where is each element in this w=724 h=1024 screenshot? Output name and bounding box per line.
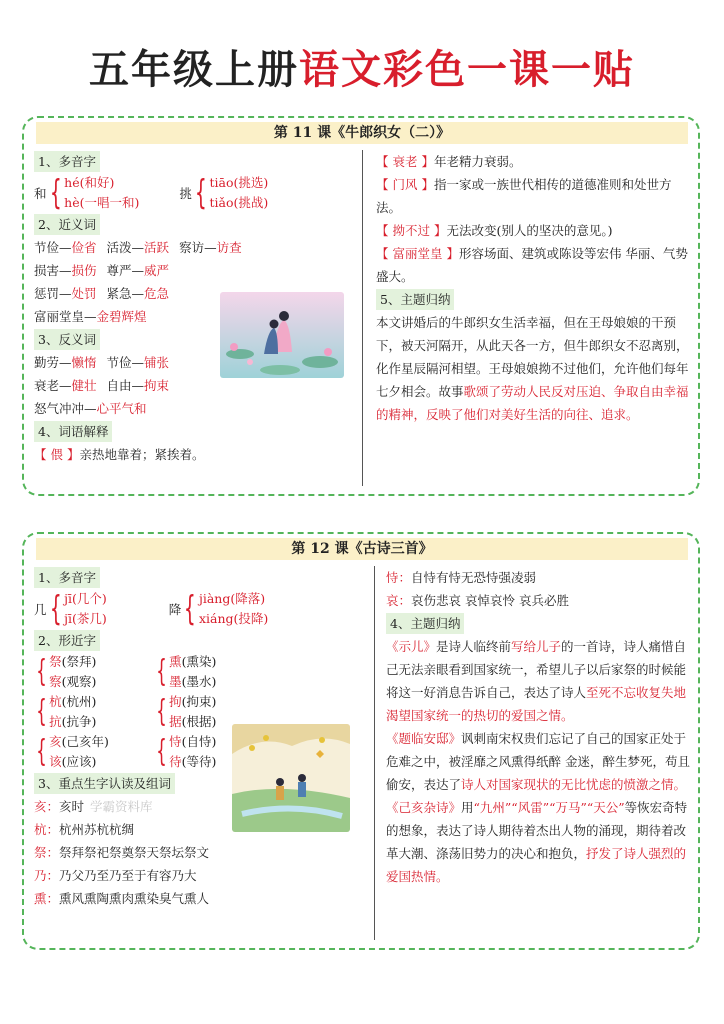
character-words: 熏：熏风熏陶熏肉熏染臭气熏人 <box>34 891 210 906</box>
antonym-row: 衰老—健壮 自由—拘束 <box>34 378 170 393</box>
character-words: 恃：自恃有恃无恐恃强凌弱 <box>386 570 537 585</box>
definition-entry: 【 拗不过 】无法改变(别人的坚决的意见。) <box>376 223 613 238</box>
lesson-11-header: 第 11 课《牛郎织女（二）》 <box>36 122 688 144</box>
poem-summary-jihaizashi: 《己亥杂诗》用“九州”“风雷”“万马”“天公”等恢宏奇特的想象，表达了诗人期待着杰出人物的涌现，期待着改革大潮、涤荡旧势力的决心和抱负，抒发了诗人强烈的爱国热情。 <box>386 800 688 884</box>
lesson-12-header: 第 12 课《古诗三首》 <box>36 538 688 560</box>
section-heading: 4、主题归纳 <box>386 613 464 634</box>
section-heading: 4、词语解释 <box>34 421 112 442</box>
ancient-poems-illustration <box>232 724 350 832</box>
watermark: 学霸资料库 <box>90 799 153 814</box>
character-words: 祭：祭拜祭祀祭奠祭天祭坛祭文 <box>34 845 210 860</box>
section-heading: 1、多音字 <box>34 567 100 588</box>
definition-entry: 【 偎 】亲热地靠着；紧挨着。 <box>34 447 205 462</box>
lesson-12-right-column <box>386 566 694 888</box>
lesson-11-card <box>22 116 700 496</box>
poem-summary-shier: 《示儿》是诗人临终前写给儿子的一首诗，诗人痛惜自己无法亲眼看到国家统一，希望儿子以后家祭的时候能将这一好消息告诉自己，表达了诗人至死不忘收复失地渴望国家统一的热切的爱国之情。 <box>386 639 687 723</box>
polyphone-tiao: 挑 { tiāo(挑选) tiǎo(挑战) <box>179 173 269 213</box>
section-heading: 3、重点生字认读及组词 <box>34 773 175 794</box>
lesson-11-right-column <box>376 150 694 426</box>
theme-summary: 本文讲婚后的牛郎织女生活幸福，但在王母娘娘的干预下，被天河隔开，从此天各一方，但牛郎织女不忍离别，化作星辰隔河相望。王母娘娘拗不过他们，允许他们每年七夕相会。故事歌颂了劳动人民反对压迫、争取自由幸福的精神，反映了他们对美好生活的向往、追求。 <box>376 315 689 422</box>
synonym-row: 节俭—俭省 活泼—活跃 察访—访查 <box>34 240 242 255</box>
column-divider <box>374 566 375 940</box>
cowherd-weaver-illustration <box>220 292 344 378</box>
polyphone-ji: 几 { jī(几个) jī(茶几) <box>34 589 107 629</box>
column-divider <box>362 150 363 486</box>
definition-entry: 【 衰老 】年老精力衰弱。 <box>376 154 522 169</box>
definition-entry: 【 富丽堂皇 】形容场面、建筑或陈设等宏伟 华丽、气势盛大。 <box>376 246 688 284</box>
definition-entry: 【 门风 】指一家或一族世代相传的道德准则和处世方法。 <box>376 177 672 215</box>
poem-summary-tilinandi: 《题临安邸》讽刺南宋权贵们忘记了自己的国家正处于危难之中，被淫靡之风熏得纸醉 金迷，醉生梦死，苟且偷安，表达了诗人对国家现状的无比忧虑的愤激之情。 <box>386 731 690 792</box>
page-title: 五年级上册语文彩色一课一贴 <box>89 47 635 93</box>
section-heading: 2、形近字 <box>34 630 100 651</box>
polyphone-he: 和 { hé(和好) hè(一唱一和) <box>34 173 140 213</box>
similar-characters: { 祭(祭拜) 察(观察) { 熏(熏染) 墨(墨水) { 杭(杭州) 抗(抗争) { 拘(拘束) 据(根据) { 亥(己亥年) 该(应该) { 恃(自恃) 待(等待) <box>36 654 217 769</box>
character-words: 哀：哀伤悲哀 哀悼哀怜 哀兵必胜 <box>386 593 569 608</box>
section-heading: 5、主题归纳 <box>376 289 454 310</box>
section-heading: 2、近义词 <box>34 214 100 235</box>
section-heading: 3、反义词 <box>34 329 100 350</box>
synonym-row: 惩罚—处罚 紧急—危急 <box>34 286 170 301</box>
antonym-row: 怒气冲冲—心平气和 <box>34 401 147 416</box>
synonym-row: 富丽堂皇—金碧辉煌 <box>34 309 147 324</box>
character-words: 乃：乃父乃至乃至于有容乃大 <box>34 868 197 883</box>
antonym-row: 勤劳—懒惰 节俭—铺张 <box>34 355 170 370</box>
synonym-row: 损害—损伤 尊严—威严 <box>34 263 170 278</box>
character-words: 亥：亥时 学霸资料库 <box>34 799 153 814</box>
character-words: 杭：杭州苏杭杭绸 <box>34 822 135 837</box>
lesson-12-card <box>22 532 700 950</box>
polyphone-jiang: 降 { jiàng(降落) xiáng(投降) <box>168 589 269 629</box>
section-heading: 1、多音字 <box>34 151 100 172</box>
